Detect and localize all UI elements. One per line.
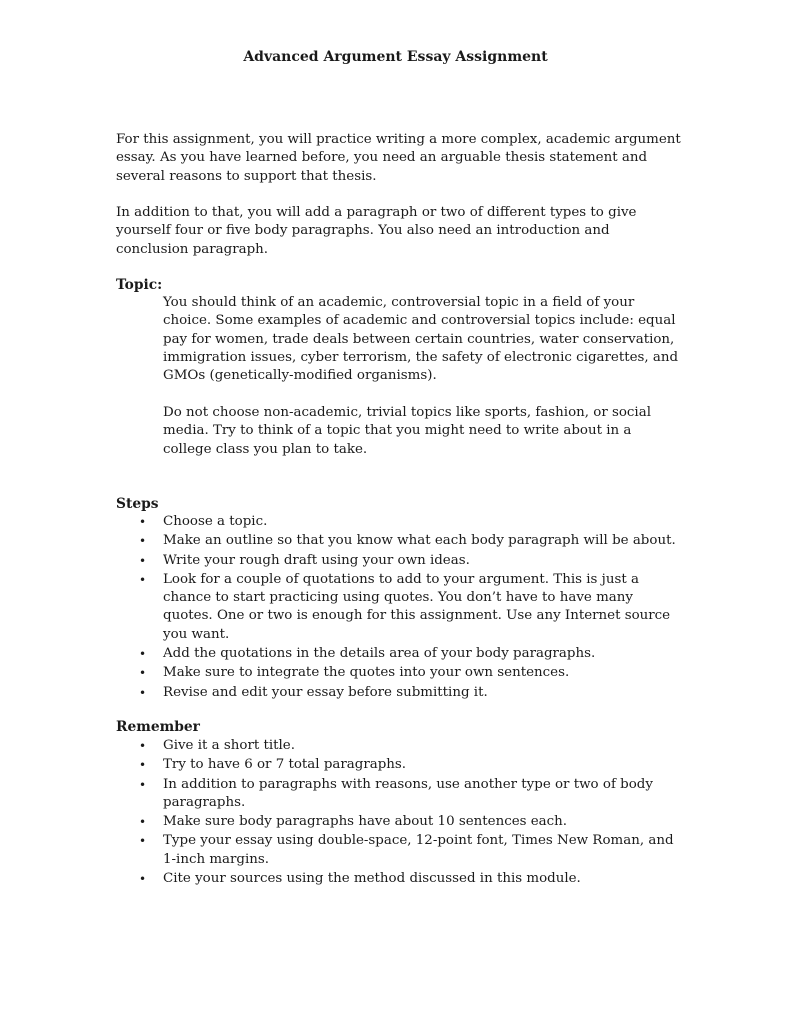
topic-paragraph-2: Do not choose non-academic, trivial topics like sports, fashion, or social media. Try to think of a topic that you might need to write about in a college class you plan to take. bbox=[163, 405, 651, 457]
bullet-icon: • bbox=[139, 685, 147, 700]
steps-item-text: Make an outline so that you know what each body paragraph will be about. bbox=[163, 533, 676, 549]
intro-paragraph-1: For this assignment, you will practice writing a more complex, academic argument essay. As you have learned before, you need an arguable thesis statement and several reasons to support that thesis. bbox=[116, 132, 681, 184]
intro-paragraph-2: In addition to that, you will add a paragraph or two of different types to give yourself four or five body paragraphs. You also need an introduction and conclusion paragraph. bbox=[116, 205, 637, 257]
remember-item-text: Try to have 6 or 7 total paragraphs. bbox=[163, 757, 407, 773]
remember-item-text: Type your essay using double-space, 12-point font, Times New Roman, and 1-inch margins. bbox=[163, 833, 674, 867]
remember-item bbox=[139, 776, 684, 813]
bullet-icon: • bbox=[139, 872, 147, 887]
steps-item-text: Write your rough draft using your own ideas. bbox=[163, 552, 470, 568]
remember-heading: Remember bbox=[116, 719, 200, 735]
bullet-icon: • bbox=[139, 739, 147, 753]
steps-heading: Steps bbox=[116, 496, 159, 512]
remember-item-text: Cite your sources using the method discussed in this module. bbox=[163, 871, 581, 887]
steps-item bbox=[139, 664, 684, 682]
steps-list bbox=[139, 513, 684, 703]
steps-item bbox=[139, 645, 684, 663]
remember-list bbox=[139, 737, 684, 889]
remember-item bbox=[139, 737, 684, 755]
bullet-icon: • bbox=[139, 777, 147, 792]
steps-item-text: Choose a topic. bbox=[163, 514, 268, 529]
bullet-icon: • bbox=[139, 647, 147, 662]
steps-item bbox=[139, 552, 684, 570]
remember-item bbox=[139, 870, 684, 888]
topic-paragraph-1: You should think of an academic, controversial topic in a field of your choice. Some examples of academic and controversial topics include: equal pay for women, trade deals between certain countries, water conservation, immigration issues, cyber terrorism, the safety of electronic cigarettes, and GMOs (genetically-modified organisms). bbox=[163, 295, 679, 384]
bullet-icon: • bbox=[139, 758, 147, 773]
document-title: Advanced Argument Essay Assignment bbox=[243, 49, 548, 65]
bullet-icon: • bbox=[139, 515, 147, 529]
steps-item bbox=[139, 532, 684, 550]
steps-item-text: Look for a couple of quotations to add to your argument. This is just a chance to start practicing using quotes. You don’t have to have many quotes. One or two is enough for this assignment. Use any Internet source you want. bbox=[163, 571, 671, 642]
remember-item-text: In addition to paragraphs with reasons, use another type or two of body paragraphs. bbox=[163, 776, 653, 810]
bullet-icon: • bbox=[139, 534, 147, 549]
bullet-icon: • bbox=[139, 666, 147, 681]
steps-item-text: Revise and edit your essay before submitting it. bbox=[163, 684, 488, 700]
bullet-icon: • bbox=[139, 834, 147, 849]
remember-item-text: Give it a short title. bbox=[163, 738, 295, 753]
bullet-icon: • bbox=[139, 572, 147, 587]
steps-item bbox=[139, 513, 684, 531]
steps-item bbox=[139, 684, 684, 702]
bullet-icon: • bbox=[139, 553, 147, 568]
topic-heading: Topic: bbox=[116, 277, 163, 293]
remember-item bbox=[139, 832, 684, 869]
remember-item bbox=[139, 813, 684, 831]
bullet-icon: • bbox=[139, 815, 147, 830]
steps-item-text: Add the quotations in the details area of your body paragraphs. bbox=[163, 646, 596, 662]
steps-item-text: Make sure to integrate the quotes into your own sentences. bbox=[163, 665, 570, 681]
remember-item bbox=[139, 756, 684, 774]
steps-item bbox=[139, 571, 684, 644]
remember-item-text: Make sure body paragraphs have about 10 sentences each. bbox=[163, 814, 568, 830]
